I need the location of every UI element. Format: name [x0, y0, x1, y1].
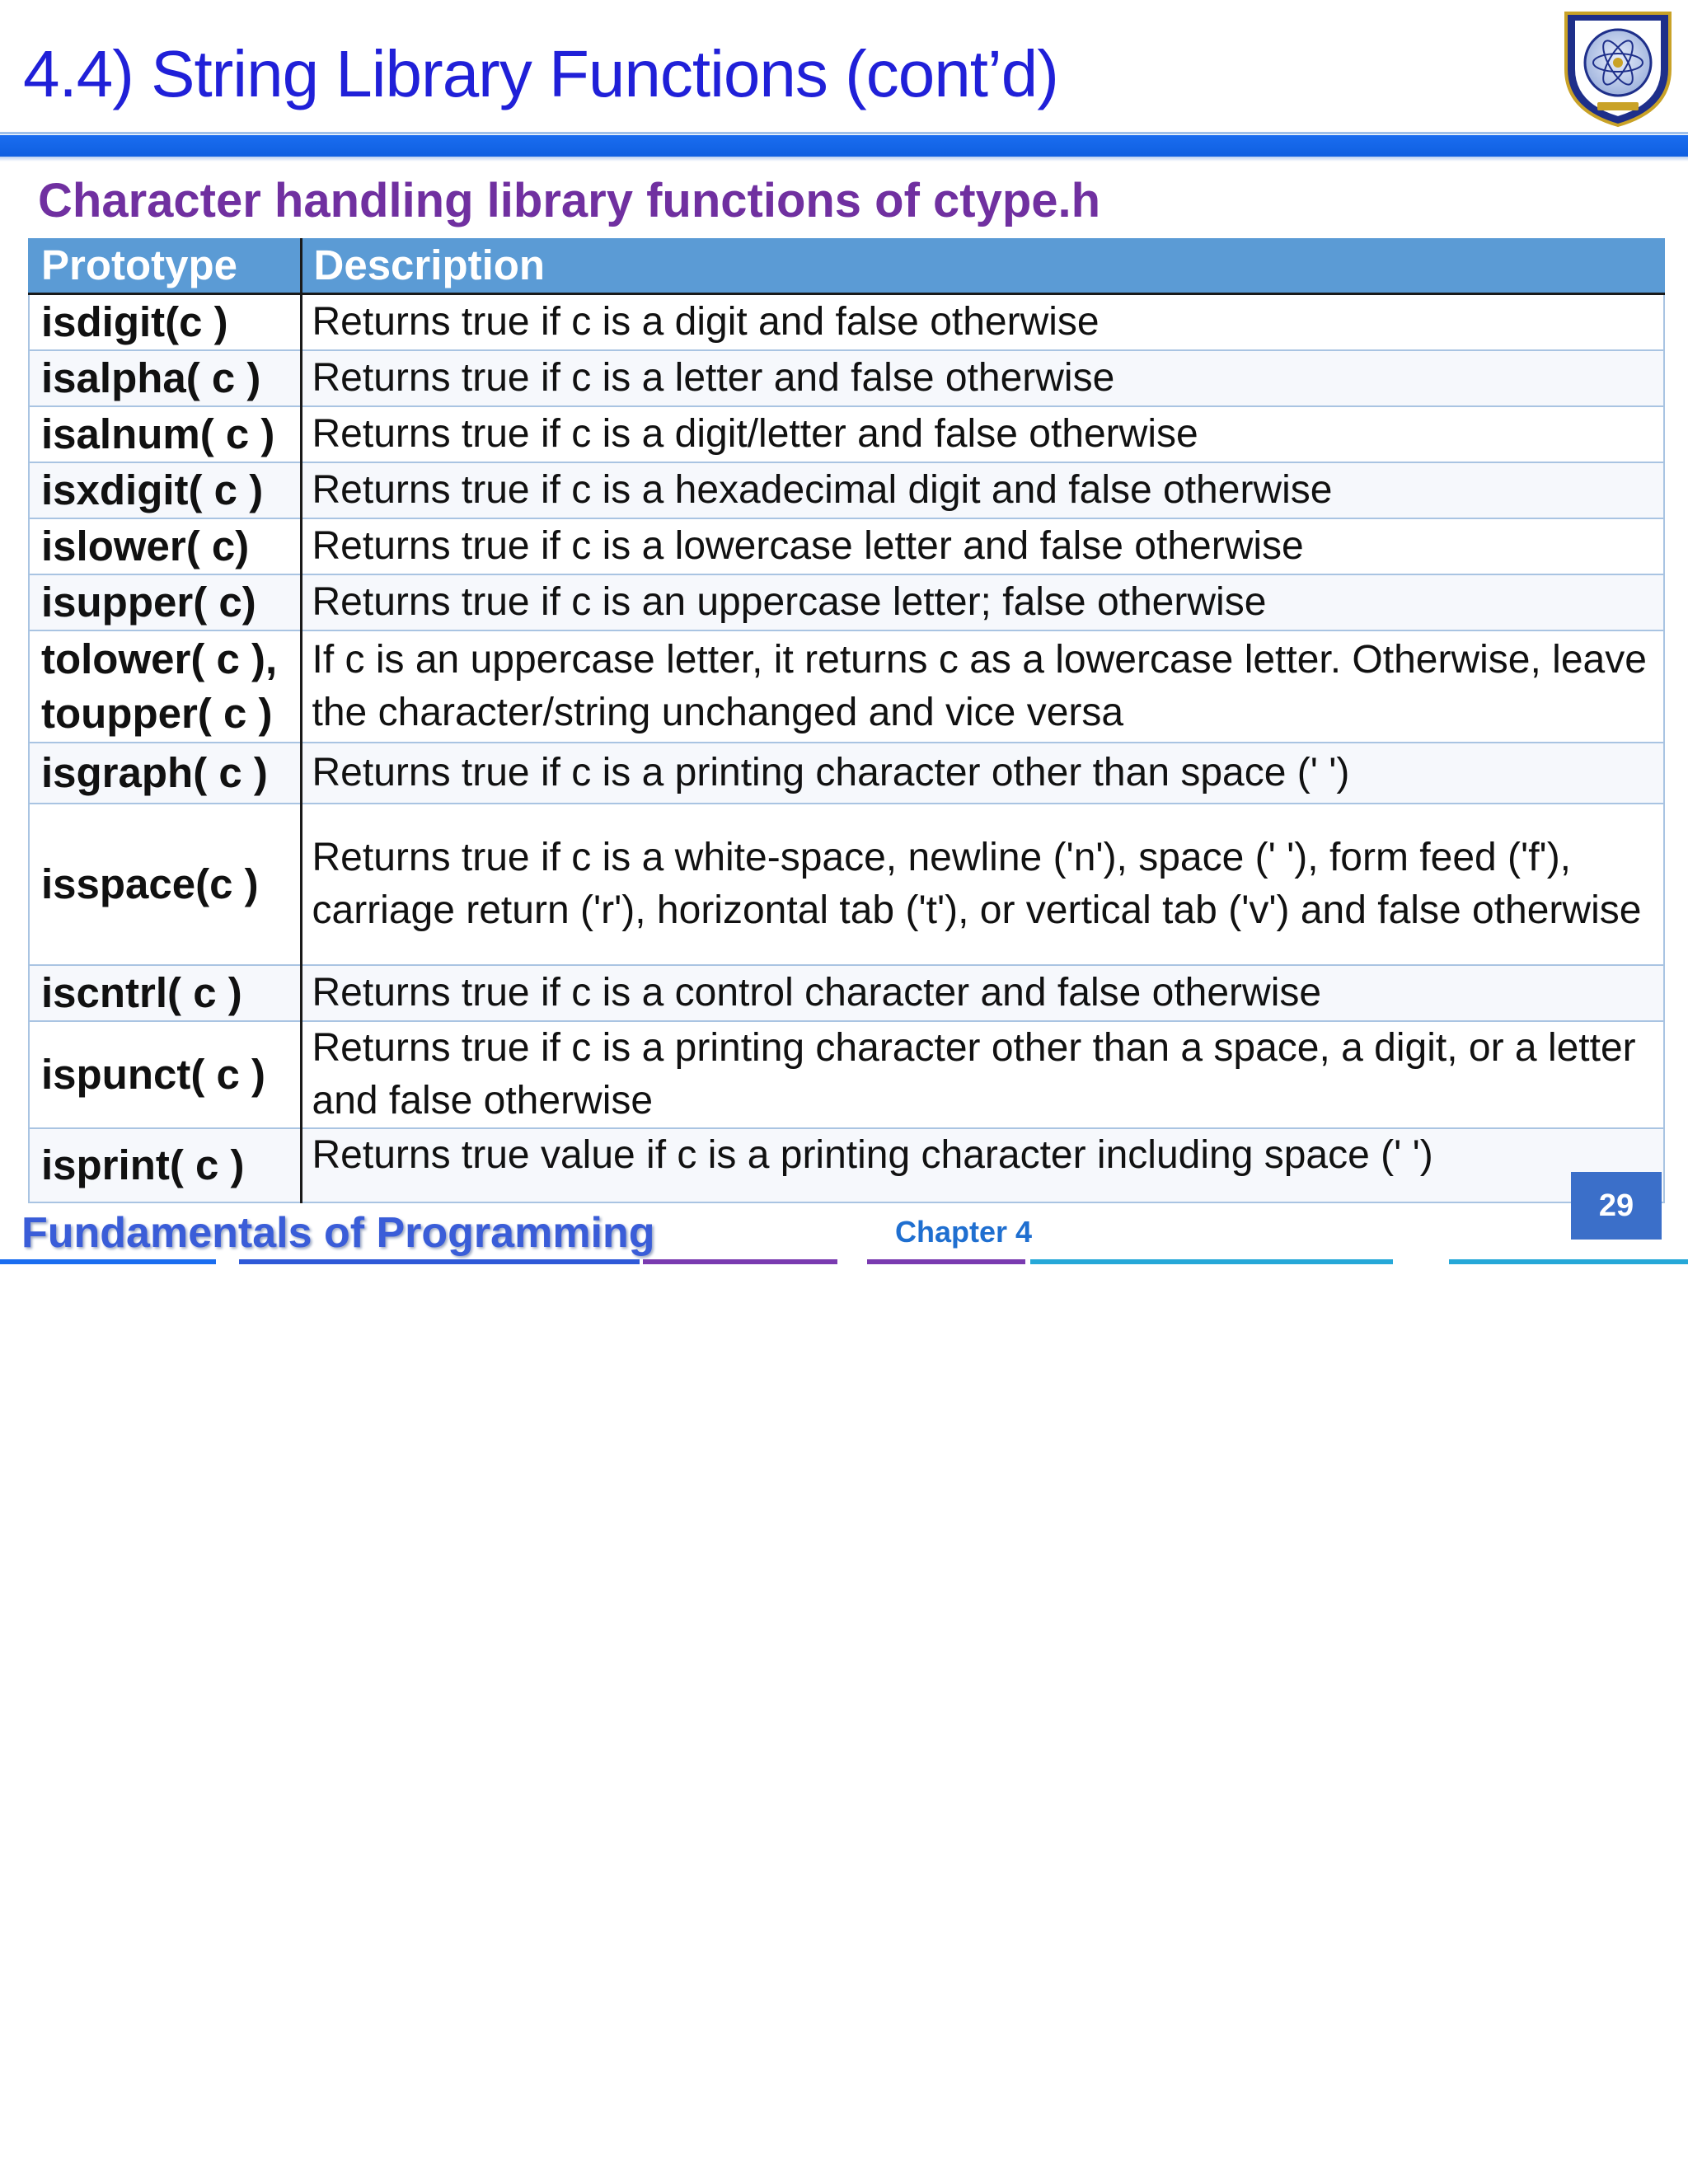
description-cell: Returns true if c is a letter and false otherwise: [301, 350, 1664, 406]
table-row: [29, 630, 1664, 743]
table-row: [29, 965, 1664, 1021]
slide-subtitle: Character handling library functions of ctype.h: [38, 174, 1101, 227]
table-row: [29, 518, 1664, 574]
description-cell: Returns true value if c is a printing character including space (' '): [301, 1128, 1664, 1202]
table-row: [29, 294, 1664, 350]
university-seal-icon: [1561, 5, 1675, 129]
description-cell: Returns true if c is a lowercase letter and false otherwise: [301, 518, 1664, 574]
table-row: [29, 743, 1664, 804]
header-description: Description: [301, 238, 1664, 294]
table-row: [29, 1128, 1664, 1202]
footer-chapter: Chapter 4: [895, 1215, 1033, 1249]
description-cell: Returns true if c is a white-space, newline ('n'), space (' '), form feed ('f'), carriage return ('r'), horizontal tab ('t'), or vertical tab ('v') and false otherwise: [301, 804, 1664, 965]
footer-stripe: [867, 1259, 1025, 1264]
footer-course-title: Fundamentals of Programming: [21, 1209, 655, 1257]
header-band: [0, 135, 1688, 157]
header-prototype: Prototype: [29, 238, 301, 294]
header-band-line: [0, 132, 1688, 134]
footer-stripe: [239, 1259, 640, 1264]
prototype-cell: isdigit(c ): [29, 294, 301, 350]
description-cell: Returns true if c is a printing character other than a space, a digit, or a letter and false otherwise: [301, 1021, 1664, 1128]
description-cell: If c is an uppercase letter, it returns c as a lowercase letter. Otherwise, leave the character/string unchanged and vice versa: [301, 630, 1664, 743]
table-row: [29, 462, 1664, 518]
page-number-badge: 29: [1571, 1172, 1662, 1240]
slide-title: 4.4) String Library Functions (cont’d): [23, 37, 1058, 110]
table-row: [29, 1021, 1664, 1128]
prototype-cell: isgraph( c ): [29, 743, 301, 804]
table-row: [29, 804, 1664, 965]
prototype-cell: isspace(c ): [29, 804, 301, 965]
description-cell: Returns true if c is a printing character other than space (' '): [301, 743, 1664, 804]
table-row: [29, 350, 1664, 406]
footer-stripe: [1030, 1259, 1393, 1264]
description-cell: Returns true if c is a digit and false otherwise: [301, 294, 1664, 350]
prototype-cell: isalnum( c ): [29, 406, 301, 462]
description-cell: Returns true if c is a hexadecimal digit and false otherwise: [301, 462, 1664, 518]
prototype-cell: isprint( c ): [29, 1128, 301, 1202]
prototype-cell: ispunct( c ): [29, 1021, 301, 1128]
table-row: [29, 406, 1664, 462]
table-header-row: [29, 238, 1664, 294]
prototype-cell: isalpha( c ): [29, 350, 301, 406]
description-cell: Returns true if c is an uppercase letter; false otherwise: [301, 574, 1664, 630]
footer-stripe: [1449, 1259, 1688, 1264]
footer-stripe: [0, 1259, 216, 1264]
footer-stripe: [643, 1259, 837, 1264]
header-band-shadow: [0, 157, 1688, 162]
prototype-cell: isupper( c): [29, 574, 301, 630]
description-cell: Returns true if c is a control character and false otherwise: [301, 965, 1664, 1021]
description-cell: Returns true if c is a digit/letter and false otherwise: [301, 406, 1664, 462]
function-table: [28, 238, 1665, 1203]
table-row: [29, 574, 1664, 630]
prototype-cell: isxdigit( c ): [29, 462, 301, 518]
prototype-cell: iscntrl( c ): [29, 965, 301, 1021]
prototype-cell: islower( c): [29, 518, 301, 574]
prototype-cell: tolower( c ), toupper( c ): [29, 630, 301, 743]
